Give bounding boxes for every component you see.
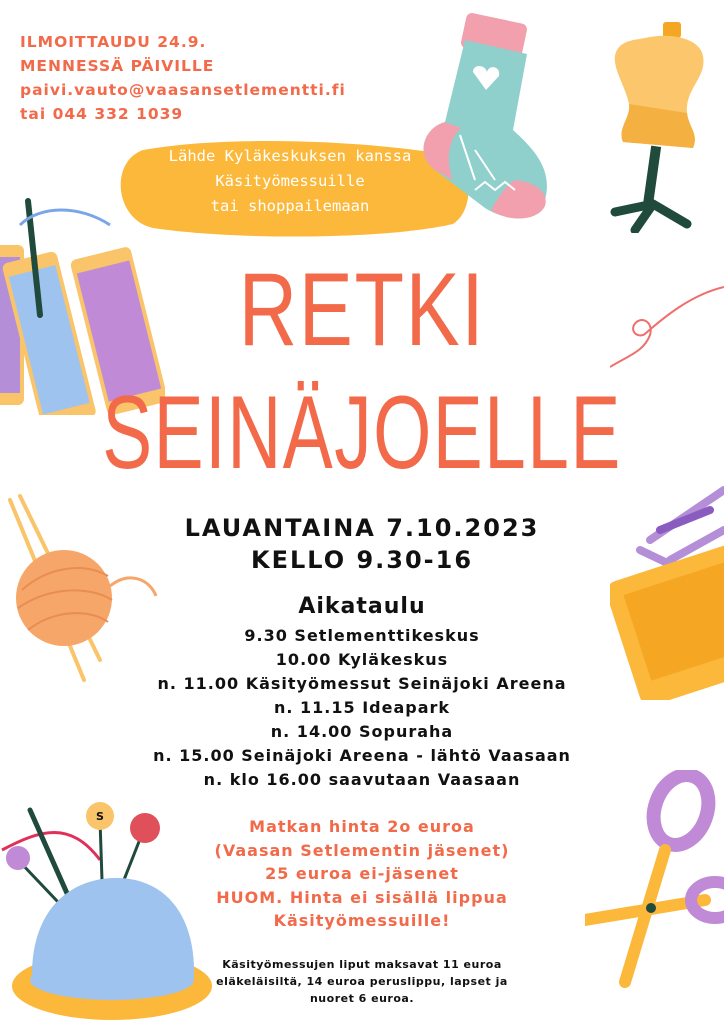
registration-email[interactable]: paivi.vauto@vaasansetlementti.fi xyxy=(20,81,346,99)
invite-line: Käsityömessuille xyxy=(215,172,365,190)
dress-form-illustration xyxy=(575,18,720,233)
price-line: (Vaasan Setlementin jäsenet) xyxy=(214,840,510,860)
price-line: HUOM. Hinta ei sisällä lippua xyxy=(216,887,508,907)
registration-phone: tai 044 332 1039 xyxy=(20,105,184,123)
note-line: nuoret 6 euroa. xyxy=(309,992,415,1005)
price-line: 25 euroa ei-jäsenet xyxy=(265,864,459,883)
schedule-item: 9.30 Setlementtikeskus xyxy=(244,626,480,645)
schedule-list xyxy=(0,624,724,792)
registration-info xyxy=(20,30,346,126)
invite-line: tai shoppailemaan xyxy=(210,197,370,215)
note-line: Käsityömessujen liput maksavat 11 euroa xyxy=(222,958,502,971)
schedule-item: n. klo 16.00 saavutaan Vaasaan xyxy=(203,770,521,789)
schedule-item: 10.00 Kyläkeskus xyxy=(275,650,449,669)
schedule-item: n. 15.00 Seinäjoki Areena - lähtö Vaasaan xyxy=(153,746,571,765)
schedule-item: n. 14.00 Sopuraha xyxy=(270,722,454,741)
invite-text xyxy=(130,144,450,219)
sock-illustration xyxy=(415,10,555,225)
registration-deadline: ILMOITTAUDU 24.9. xyxy=(20,33,207,51)
pin-mark: S xyxy=(96,810,104,823)
registration-recipient: MENNESSÄ PÄIVILLE xyxy=(20,57,215,75)
schedule-item: n. 11.00 Käsityömessut Seinäjoki Areena xyxy=(157,674,567,693)
event-title-line1: RETKI xyxy=(238,252,486,368)
event-date xyxy=(0,512,724,576)
price-line: Käsityömessuille! xyxy=(273,911,451,930)
note-line: eläkeläisiltä, 14 euroa peruslippu, lapset ja xyxy=(216,975,508,988)
ticket-note xyxy=(0,956,724,1007)
event-day: LAUANTAINA 7.10.2023 xyxy=(184,514,540,542)
event-time: KELLO 9.30-16 xyxy=(250,546,474,574)
price-line: Matkan hinta 2o euroa xyxy=(249,817,475,836)
schedule-heading: Aikataulu xyxy=(298,594,426,619)
schedule-item: n. 11.15 Ideapark xyxy=(273,698,451,717)
invite-line: Lähde Kyläkeskuksen kanssa xyxy=(168,147,412,165)
event-title-line2: SEINÄJOELLE xyxy=(102,375,622,491)
